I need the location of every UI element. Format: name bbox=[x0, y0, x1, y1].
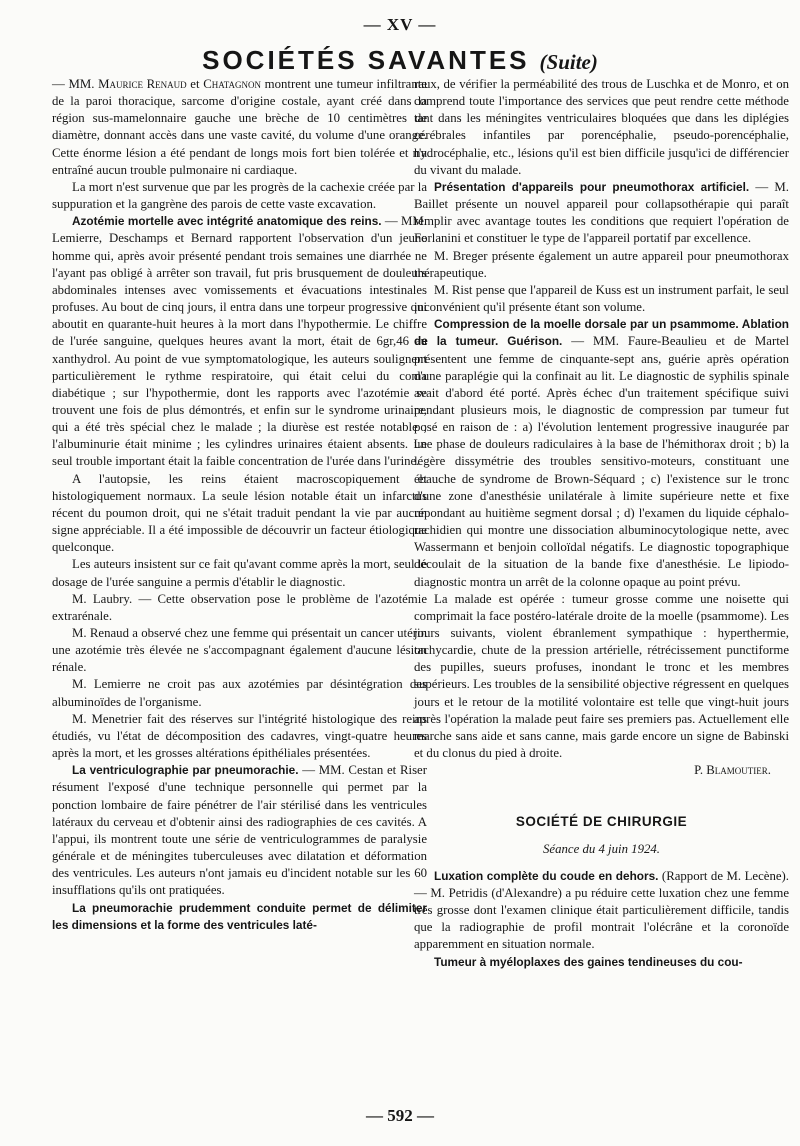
section-heading: Compression de la moelle dorsale par un psammome. Ablation de la tumeur. Guérison. bbox=[414, 317, 789, 349]
paragraph: La malade est opérée : tumeur grosse comme une noisette qui comprimait la face postéro-latérale droite de la moelle (psammome). Les jours suivants, violent ébranlement sympathique : hyperthermie, tachycardie, chute de la pression artérielle, rétrécissement punctiforme des pupilles, sueurs profuses, inondant le tronc et les membres supérieurs. Les troubles de la sensibilité objective régressent en quelques jours et le retour de la motilité volontaire est telle que vingt-huit jours après l'opération la malade peut faire ses premiers pas. Actuellement elle marche sans aide et sans canne, mais garde encore un signe de Babinski et du clonus du pied à droite. bbox=[414, 591, 789, 761]
paragraph: Azotémie mortelle avec intégrité anatomique des reins. — MM. Lemierre, Deschamps et Bernard rapportent l'observation d'un jeune homme qui, après avoir présenté pendant trois semaines une diarrhée ne l'ayant pas obligé à arrêter son travail, fut pris brusquement de douleurs abdominales intenses avec vomissements et évacuations intestinales profuses. Au bout de cinq jours, il entra dans une torpeur progressive qui aboutit en quarante-huit heures à la mort dans l'hypothermie. Le chiffre de l'urée sanguine, quelques heures avant la mort, était de 6gr,46 au xanthydrol. Au point de vue symptomatologique, les auteurs soulignent particulièrement le rythme respiratoire, qui était celui du coma diabétique ; sur l'hypothermie, dont les rapports avec l'azotémie se trouvent une fois de plus démontrés, et enfin sur le syndrome urinaire, qui a été très spécial chez le malade ; la diurèse est restée notable ; l'albuminurie était minime ; les cylindres urinaires étaient absents. Le seul trouble important était la faible concentration de l'urée dans l'urine. bbox=[52, 214, 427, 469]
paragraph: raux, de vérifier la perméabilité des trous de Luschka et de Monro, et on comprend toute l'importance des services que peut rendre cette méthode tant dans les méningites ventriculaires bloquées que dans les diplégies cérébrales infantiles par porencéphalie, pseudo-porencéphalie, hydrocéphalie, etc., lésions qu'il est bien difficile jusqu'ici de différencier du vivant du malade. bbox=[414, 77, 789, 177]
page-number-top: — XV — bbox=[363, 15, 437, 34]
paragraph: La mort n'est survenue que par les progrès de la cachexie créée par la suppuration et la gangrène des parois de cette vaste excavation. bbox=[52, 179, 427, 212]
section-heading: La ventriculographie par pneumorachie. bbox=[72, 763, 299, 778]
paragraph: Les auteurs insistent sur ce fait qu'avant comme après la mort, seul le dosage de l'urée sanguine a permis d'établir le diagnostic. bbox=[52, 557, 427, 589]
paragraph: M. Lemierre ne croit pas aux azotémies par désintégration des albuminoïdes de l'organisme. bbox=[52, 677, 427, 709]
paragraph: M. Rist pense que l'appareil de Kuss est un instrument parfait, le seul inconvénient qu'il présente étant son volume. bbox=[414, 282, 789, 315]
paragraph: Compression de la moelle dorsale par un psammome. Ablation de la tumeur. Guérison. — MM. Faure-Beaulieu et de Martel présentent une femme de cinquante-sept ans, guérie après opération d'une paraplégie qui la confinait au lit. Le diagnostic de syphilis spinale avait d'abord été porté. Après échec d'un traitement spécifique suivi pendant plusieurs mois, le diagnostic de compression par tumeur fut posé en raison de : a) l'évolution lentement progressive inaugurée par une phase de douleurs radiculaires à la base de l'hémithorax droit ; b) la légère dissymétrie des troubles sensitivo-moteurs, constituant une ébauche de syndrome de Brown-Séquard ; c) l'existence sur le tronc d'une zone d'anesthésie unilatérale à limite supérieure nette et fixe répondant au huitième segment dorsal ; d) l'examen du liquide céphalo-rachidien qui montre une dissociation albuminocytologique nette, avec Wassermann et benjoin colloïdal négatifs. Le diagnostic topographique découlait de la situation de la bande fixe d'anesthésie. Le lipiodo-diagnostic montra un arrêt de la colonne opaque au point prévu. bbox=[414, 317, 789, 589]
left-column bbox=[52, 76, 427, 934]
section-heading: La pneumorachie prudemment conduite permet de délimiter les dimensions et la forme des ventricules laté- bbox=[52, 900, 427, 932]
right-column bbox=[414, 76, 789, 971]
section-heading: Tumeur à myéloplaxes des gaines tendineuses du cou- bbox=[434, 954, 743, 969]
page-header bbox=[0, 45, 800, 76]
paragraph: — MM. Maurice Renaud et Chatagnon montrent une tumeur infiltrante de la paroi thoracique, sarcome d'origine costale, ayant créé dans la région sus-mamelonnaire gauche une brèche de 10 centimètres de diamètre, donnant accès dans une vaste cavité, du volume d'une orange. Cette énorme lésion a été pendant de longs mois fort bien tolérée et n'a entraîné aucun trouble pulmonaire ni cardiaque. bbox=[52, 77, 427, 177]
header-suite: (Suite) bbox=[539, 50, 598, 74]
signature: P. Blamoutier. bbox=[694, 763, 771, 778]
section-title: SOCIÉTÉ DE CHIRURGIE bbox=[515, 814, 688, 830]
paragraph: M. Menetrier fait des réserves sur l'intégrité histologique des reins étudiés, vu l'état de décomposition des cadavres, vingt-quatre heures après la mort, et les grosses altérations épithéliales présentées. bbox=[52, 711, 427, 761]
header-title: SOCIÉTÉS SAVANTES bbox=[202, 45, 530, 75]
paragraph: La ventriculographie par pneumorachie. — MM. Cestan et Riser résument l'exposé d'une technique personnelle qui permet par la ponction lombaire de faire pénétrer de l'air stérilisé dans les ventricules latéraux du cerveau et d'obtenir ainsi des radiographies de ces cavités. A l'appui, ils montrent toute une série de ventriculogrammes de paralysie générale et de méningites tuberculeuses avec dilatation et déformation des ventricules. Les auteurs n'ont jamais eu d'incident notable sur les 60 insufflations qu'ils ont pratiquées. bbox=[52, 763, 427, 898]
paragraph: Luxation complète du coude en dehors. (Rapport de M. Lecène). — M. Petridis (d'Alexandre) a pu réduire cette luxation chez une femme très grosse dont l'examen clinique était particulièrement difficile, tandis que la radiographie de profil montrait l'olécrâne et la coronoïde apparemment en situation normale. bbox=[414, 868, 790, 952]
paragraph: M. Renaud a observé chez une femme qui présentait un cancer utérin une azotémie très élevée ne s'accompagnant également d'aucune lésion rénale. bbox=[52, 626, 427, 675]
section-heading: Azotémie mortelle avec intégrité anatomique des reins. bbox=[72, 214, 382, 229]
paragraph: M. Breger présente également un autre appareil pour pneumothorax thérapeutique. bbox=[414, 248, 789, 280]
section-heading: Présentation d'appareils pour pneumothorax artificiel. bbox=[434, 179, 750, 194]
page-number-bottom: — 592 — bbox=[366, 1106, 434, 1125]
section-heading: Luxation complète du coude en dehors. bbox=[434, 868, 659, 883]
paragraph: M. Laubry. — Cette observation pose le problème de l'azotémie extrarénale. bbox=[52, 591, 427, 623]
paragraph: A l'autopsie, les reins étaient macroscopiquement et histologiquement normaux. La seule lésion notable était un infarctus récent du poumon droit, qui ne s'était traduit pendant la vie par aucun signe appréciable. Il a été impossible de découvrir un facteur étiologique quelconque. bbox=[52, 471, 427, 555]
paragraph bbox=[414, 954, 789, 971]
seance-date: Séance du 4 juin 1924. bbox=[543, 841, 660, 856]
paragraph bbox=[52, 900, 427, 934]
paragraph: Présentation d'appareils pour pneumothorax artificiel. — M. Baillet présente un nouvel appareil pour collapsothérapie qui paraît remplir avec avantage toutes les conditions que requiert l'opération de Forlanini et constituer le type de l'appareil portatif par excellence. bbox=[414, 179, 789, 246]
